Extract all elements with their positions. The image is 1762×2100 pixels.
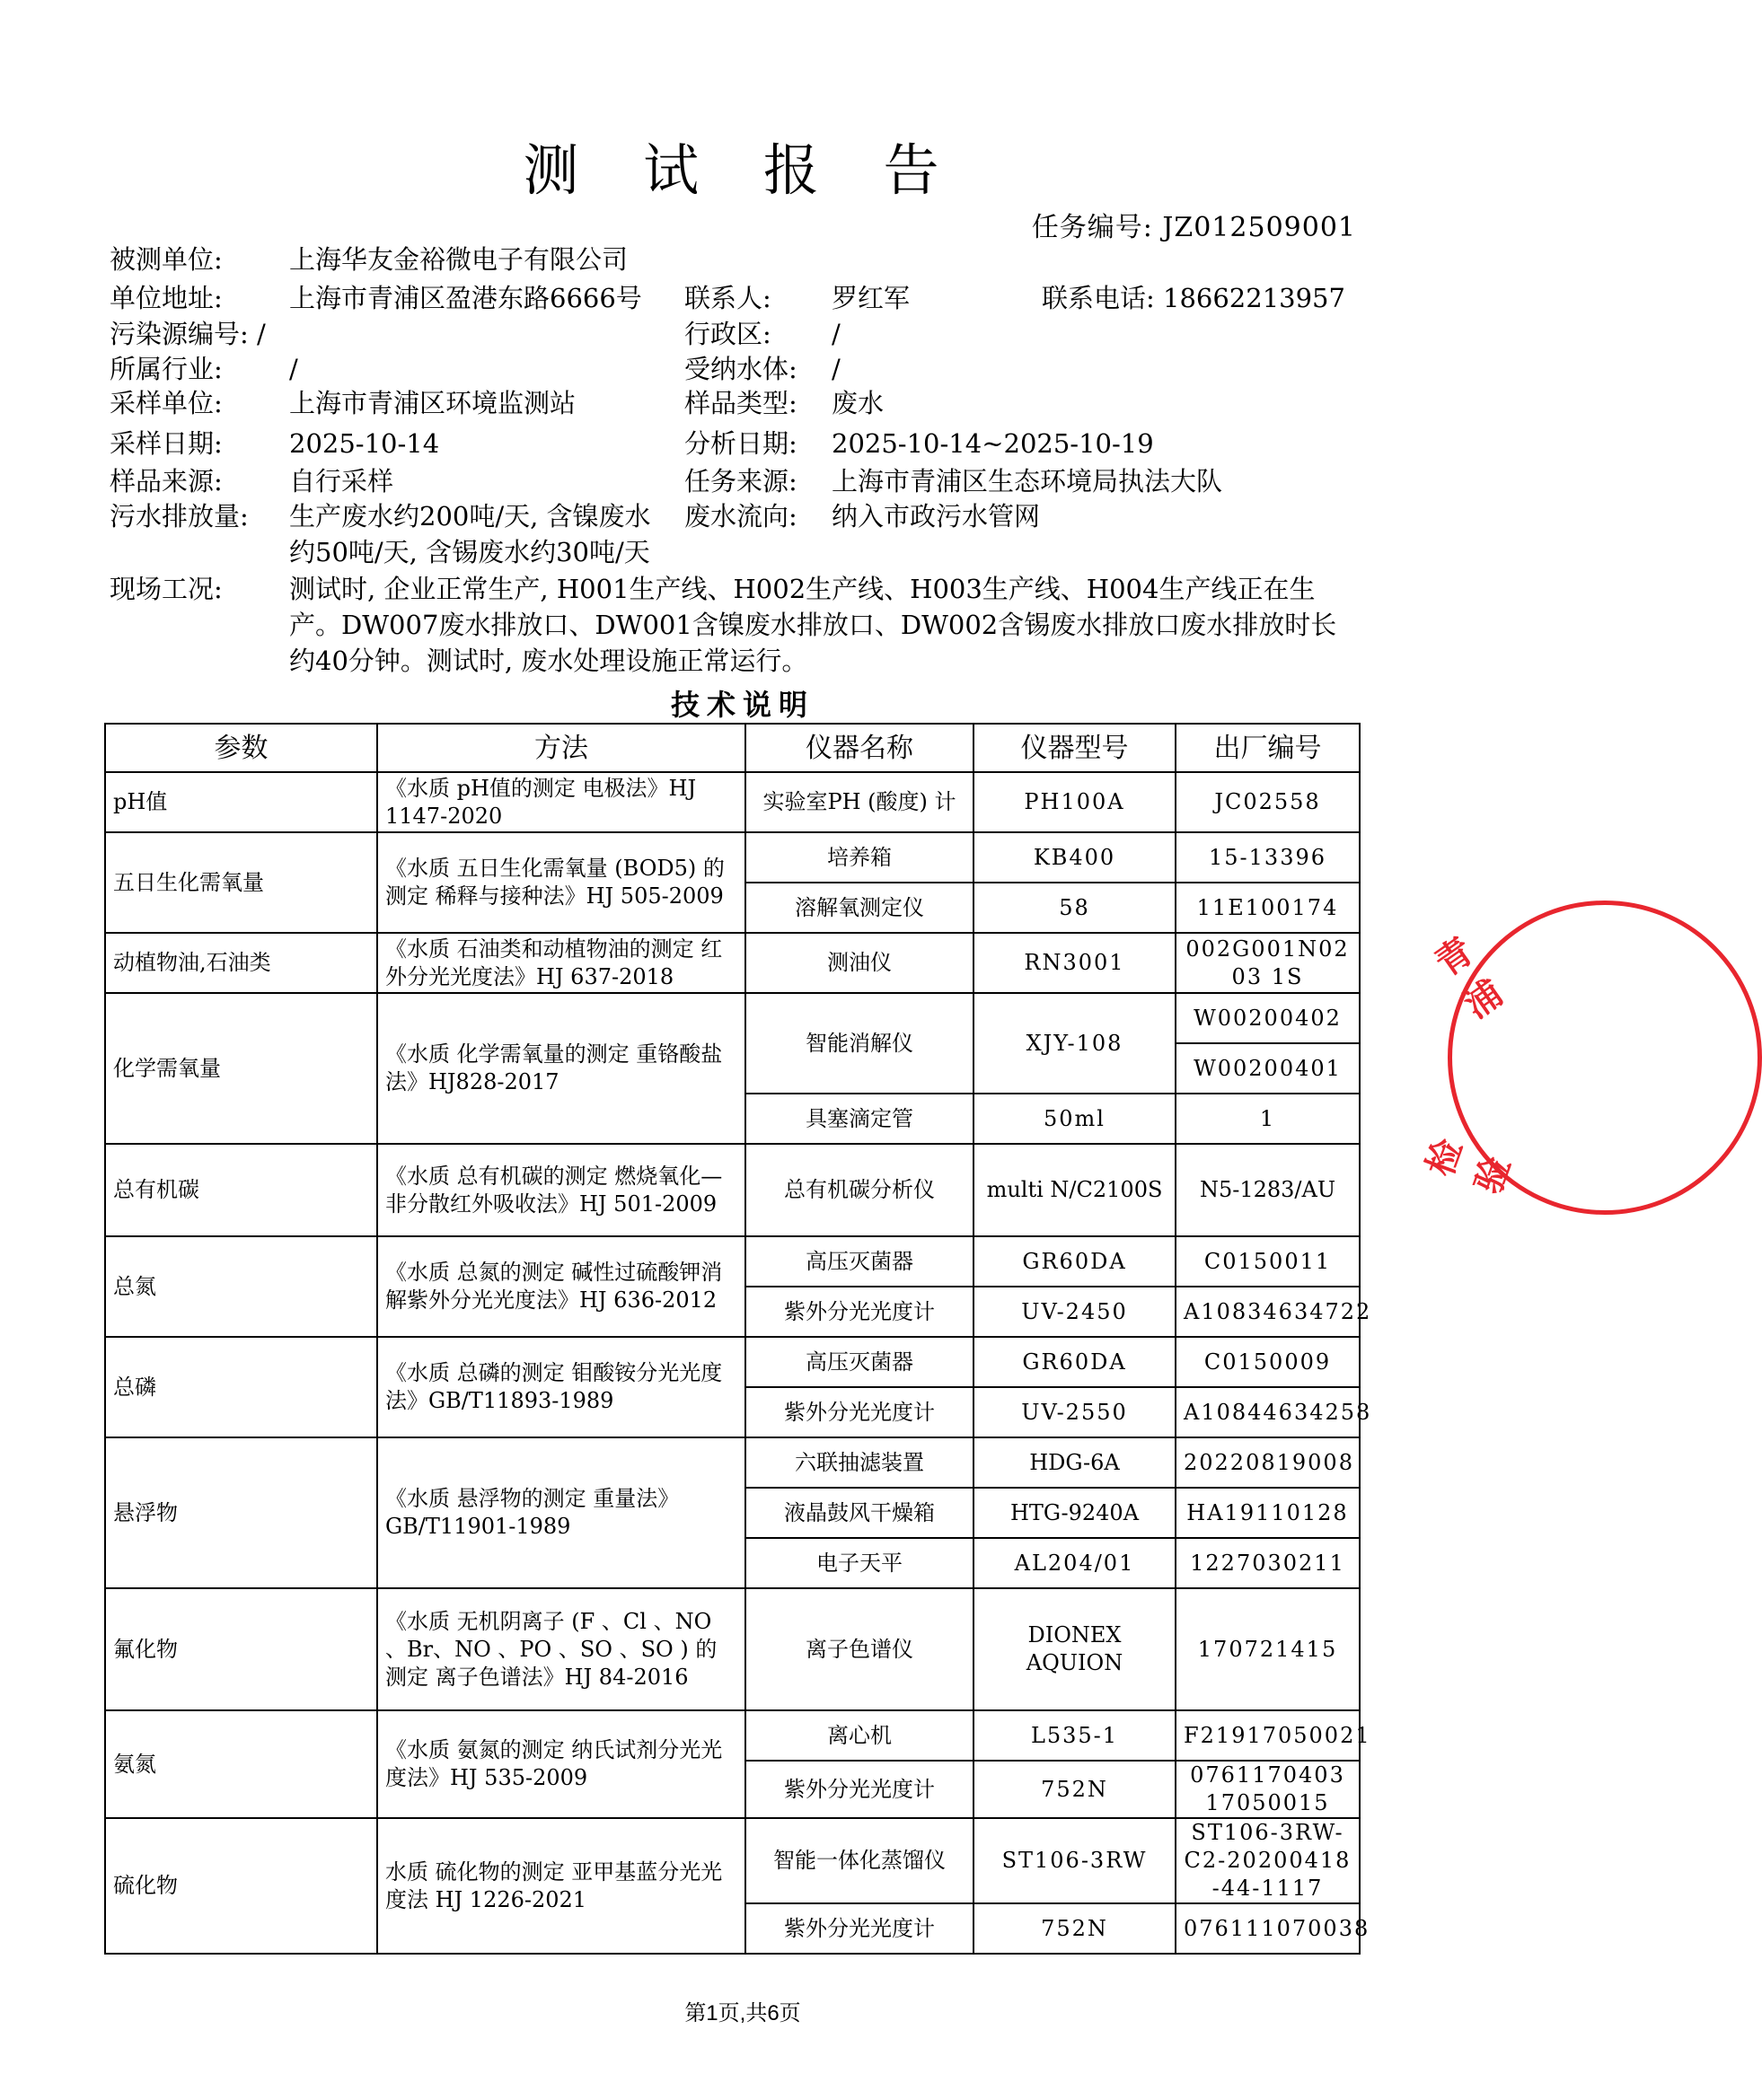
page-footer: 第1页,共6页 <box>684 2001 801 2025</box>
district-value: / <box>832 319 841 349</box>
col-header-method: 方法 <box>377 724 745 772</box>
instrument-name-cell: 实验室PH (酸度) 计 <box>745 772 974 832</box>
serial-cell: 20220819008 <box>1176 1437 1360 1488</box>
address-label: 单位地址: <box>110 283 223 313</box>
param-cell: 五日生化需氧量 <box>105 832 377 933</box>
method-cell: 《水质 石油类和动植物油的测定 红外分光光度法》HJ 637-2018 <box>377 933 745 993</box>
pollution-source-label: 污染源编号: / <box>110 319 266 349</box>
table-row <box>105 993 1360 1043</box>
instrument-name-cell: 离子色谱仪 <box>745 1588 974 1710</box>
table-row <box>105 1144 1360 1236</box>
instrument-model-cell: UV-2550 <box>974 1387 1176 1437</box>
method-cell: 水质 硫化物的测定 亚甲基蓝分光光度法 HJ 1226-2021 <box>377 1818 745 1954</box>
site-condition-text: 测试时, 企业正常生产, H001生产线、H002生产线、H003生产线、H004生产线正在生产。DW007废水排放口、DW001含镍废水排放口、DW002含锡废水排放口废水排放时长约40分钟。测试时, 废水处理设施正常运行。 <box>289 574 1337 676</box>
contact-value: 罗红军 <box>832 283 911 313</box>
stamp-text-bottom: 检验 <box>1418 1133 1520 1199</box>
table-header-row <box>105 724 1360 772</box>
instrument-model-cell: HTG-9240A <box>974 1488 1176 1538</box>
instrument-model-cell: RN3001 <box>974 933 1176 993</box>
serial-cell: A10844634258 <box>1176 1387 1360 1437</box>
instrument-model-cell: DIONEX AQUION <box>974 1588 1176 1710</box>
tested-unit-label: 被测单位: <box>110 244 223 275</box>
col-header-param: 参数 <box>105 724 377 772</box>
instrument-name-cell: 高压灭菌器 <box>745 1337 974 1387</box>
discharge-label: 污水排放量: <box>110 501 249 532</box>
table-row <box>105 1236 1360 1287</box>
param-cell: 硫化物 <box>105 1818 377 1954</box>
method-cell: 《水质 总磷的测定 钼酸铵分光光度法》GB/T11893-1989 <box>377 1337 745 1437</box>
instrument-name-cell: 紫外分光光度计 <box>745 1903 974 1954</box>
discharge-value-line2: 约50吨/天, 含锡废水约30吨/天 <box>289 537 650 567</box>
instrument-model-cell: 58 <box>974 883 1176 933</box>
table-row <box>105 1337 1360 1387</box>
instrument-name-cell: 电子天平 <box>745 1538 974 1588</box>
serial-cell: F21917050021 <box>1176 1710 1360 1761</box>
param-cell: 总磷 <box>105 1337 377 1437</box>
param-cell: 化学需氧量 <box>105 993 377 1144</box>
receiving-water-value: / <box>832 354 841 384</box>
industry-value: / <box>289 354 298 384</box>
sampling-unit-label: 采样单位: <box>110 388 223 418</box>
instrument-name-cell: 智能一体化蒸馏仪 <box>745 1818 974 1903</box>
instrument-name-cell: 智能消解仪 <box>745 993 974 1094</box>
task-number: 任务编号: JZ012509001 <box>1031 212 1356 243</box>
table-row <box>105 1437 1360 1488</box>
sample-type-value: 废水 <box>832 388 885 418</box>
serial-cell: W00200402 <box>1176 993 1360 1043</box>
instrument-model-cell: KB400 <box>974 832 1176 883</box>
table-row <box>105 832 1360 883</box>
table-row <box>105 772 1360 832</box>
param-cell: 氨氮 <box>105 1710 377 1818</box>
tested-unit-value: 上海华友金裕微电子有限公司 <box>289 244 629 275</box>
serial-cell: 1227030211 <box>1176 1538 1360 1588</box>
instrument-model-cell: HDG-6A <box>974 1437 1176 1488</box>
param-cell: 总有机碳 <box>105 1144 377 1236</box>
instrument-name-cell: 六联抽滤装置 <box>745 1437 974 1488</box>
task-source-value: 上海市青浦区生态环境局执法大队 <box>832 466 1223 496</box>
industry-label: 所属行业: <box>110 354 223 384</box>
param-cell: 悬浮物 <box>105 1437 377 1588</box>
instrument-name-cell: 液晶鼓风干燥箱 <box>745 1488 974 1538</box>
instrument-model-cell: 752N <box>974 1903 1176 1954</box>
section-title: 技术说明 <box>670 688 815 722</box>
instrument-name-cell: 紫外分光光度计 <box>745 1387 974 1437</box>
sample-type-label: 样品类型: <box>684 388 797 418</box>
param-cell: pH值 <box>105 772 377 832</box>
sample-source-label: 样品来源: <box>110 466 223 496</box>
instrument-model-cell: multi N/C2100S <box>974 1144 1176 1236</box>
param-cell: 氟化物 <box>105 1588 377 1710</box>
serial-cell: 1 <box>1176 1094 1360 1144</box>
analysis-date-value: 2025-10-14~2025-10-19 <box>832 428 1154 459</box>
instrument-name-cell: 溶解氧测定仪 <box>745 883 974 933</box>
instrument-name-cell: 培养箱 <box>745 832 974 883</box>
sampling-date-value: 2025-10-14 <box>289 428 440 459</box>
technical-table <box>104 723 1372 1955</box>
serial-cell: C0150011 <box>1176 1236 1360 1287</box>
sampling-unit-value: 上海市青浦区环境监测站 <box>289 388 577 418</box>
instrument-name-cell: 离心机 <box>745 1710 974 1761</box>
method-cell: 《水质 化学需氧量的测定 重铬酸盐法》HJ828-2017 <box>377 993 745 1144</box>
col-header-instrument-model: 仪器型号 <box>974 724 1176 772</box>
method-cell: 《水质 五日生化需氧量 (BOD5) 的测定 稀释与接种法》HJ 505-2009 <box>377 832 745 933</box>
serial-cell: N5-1283/AU <box>1176 1144 1360 1236</box>
phone-field: 联系电话: 18662213957 <box>1042 283 1345 313</box>
serial-cell: HA19110128 <box>1176 1488 1360 1538</box>
contact-label: 联系人: <box>684 283 771 313</box>
task-source-label: 任务来源: <box>684 466 797 496</box>
instrument-model-cell: 752N <box>974 1761 1176 1818</box>
sampling-date-label: 采样日期: <box>110 428 223 459</box>
method-cell: 《水质 pH值的测定 电极法》HJ 1147-2020 <box>377 772 745 832</box>
serial-cell: 170721415 <box>1176 1588 1360 1710</box>
table-row <box>105 1710 1360 1761</box>
method-cell: 《水质 总有机碳的测定 燃烧氧化—非分散红外吸收法》HJ 501-2009 <box>377 1144 745 1236</box>
method-cell: 《水质 悬浮物的测定 重量法》GB/T11901-1989 <box>377 1437 745 1588</box>
instrument-name-cell: 紫外分光光度计 <box>745 1761 974 1818</box>
serial-cell: A10834634722 <box>1176 1287 1360 1337</box>
instrument-name-cell: 具塞滴定管 <box>745 1094 974 1144</box>
serial-cell: 076111070038 <box>1176 1903 1360 1954</box>
param-cell: 总氮 <box>105 1236 377 1337</box>
district-label: 行政区: <box>684 319 771 349</box>
instrument-name-cell: 测油仪 <box>745 933 974 993</box>
instrument-model-cell: GR60DA <box>974 1236 1176 1287</box>
instrument-model-cell: L535-1 <box>974 1710 1176 1761</box>
serial-cell: C0150009 <box>1176 1337 1360 1387</box>
serial-cell: 11E100174 <box>1176 883 1360 933</box>
method-cell: 《水质 氨氮的测定 纳氏试剂分光光度法》HJ 535-2009 <box>377 1710 745 1818</box>
receiving-water-label: 受纳水体: <box>684 354 797 384</box>
site-condition-label: 现场工况: <box>110 574 223 604</box>
address-value: 上海市青浦区盈港东路6666号 <box>289 283 642 313</box>
serial-cell: 076117040317050015 <box>1176 1761 1360 1818</box>
serial-cell: 002G001N0203 1S <box>1176 933 1360 993</box>
instrument-name-cell: 总有机碳分析仪 <box>745 1144 974 1236</box>
serial-cell: ST106-3RW-C2-20200418-44-1117 <box>1176 1818 1360 1903</box>
sample-source-value: 自行采样 <box>289 466 394 496</box>
instrument-model-cell: AL204/01 <box>974 1538 1176 1588</box>
method-cell: 《水质 无机阴离子 (F 、Cl 、NO 、Br、NO 、PO 、SO 、SO ) 的测定 离子色谱法》HJ 84-2016 <box>377 1588 745 1710</box>
col-header-serial: 出厂编号 <box>1176 724 1360 772</box>
param-cell: 动植物油,石油类 <box>105 933 377 993</box>
instrument-name-cell: 高压灭菌器 <box>745 1236 974 1287</box>
instrument-model-cell: ST106-3RW <box>974 1818 1176 1903</box>
table-row <box>105 933 1360 993</box>
col-header-instrument-name: 仪器名称 <box>745 724 974 772</box>
instrument-model-cell: 50ml <box>974 1094 1176 1144</box>
method-cell: 《水质 总氮的测定 碱性过硫酸钾消解紫外分光光度法》HJ 636-2012 <box>377 1236 745 1337</box>
report-title: 测 试 报 告 <box>523 137 963 203</box>
stamp-text-top: 青浦 <box>1427 929 1511 1027</box>
table-row <box>105 1588 1360 1710</box>
serial-cell: 15-13396 <box>1176 832 1360 883</box>
table-row <box>105 1818 1360 1903</box>
instrument-name-cell: 紫外分光光度计 <box>745 1287 974 1337</box>
analysis-date-label: 分析日期: <box>684 428 797 459</box>
flow-value: 纳入市政污水管网 <box>832 501 1041 532</box>
flow-label: 废水流向: <box>684 501 797 532</box>
instrument-model-cell: UV-2450 <box>974 1287 1176 1337</box>
instrument-model-cell: XJY-108 <box>974 993 1176 1094</box>
serial-cell: JC02558 <box>1176 772 1360 832</box>
discharge-value-line1: 生产废水约200吨/天, 含镍废水 <box>289 501 651 532</box>
serial-cell: W00200401 <box>1176 1043 1360 1094</box>
instrument-model-cell: PH100A <box>974 772 1176 832</box>
instrument-model-cell: GR60DA <box>974 1337 1176 1387</box>
